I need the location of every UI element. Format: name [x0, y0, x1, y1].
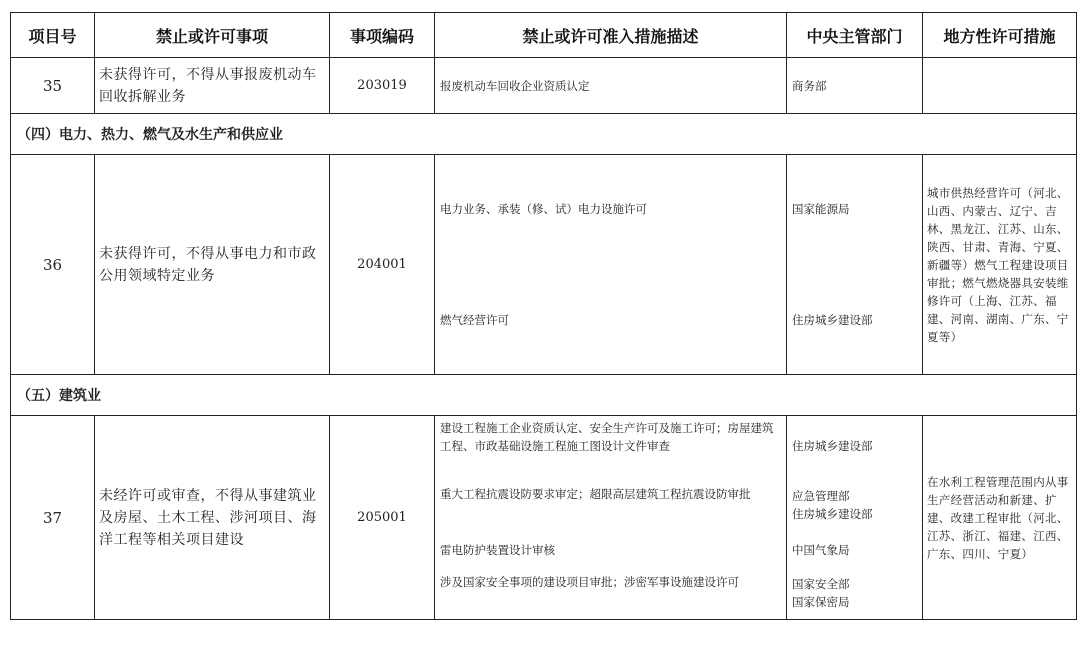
local-measure: 在水利工程管理范围内从事生产经营活动和新建、扩建、改建工程审批（河北、江苏、浙江、福建、江西、广东、四川、宁夏） [923, 416, 1077, 620]
dept-text: 应急管理部 [792, 488, 850, 503]
header-code: 事项编码 [330, 13, 435, 58]
measure-text: 燃气经营许可 [440, 312, 509, 327]
dept-text: 国家保密局 [792, 594, 850, 609]
header-item: 禁止或许可事项 [95, 13, 330, 58]
item-number: 36 [11, 155, 95, 375]
section-row [11, 114, 1077, 155]
measure-text: 涉及国家安全事项的建设项目审批；涉密军事设施建设许可 [440, 574, 739, 589]
measure-cell [435, 155, 787, 375]
header-measure: 禁止或许可准入措施描述 [435, 13, 787, 58]
table-row [11, 58, 1077, 114]
item-number: 37 [11, 416, 95, 620]
item-text: 未经许可或审查，不得从事建筑业及房屋、土木工程、涉河项目、海洋工程等相关项目建设 [95, 416, 330, 620]
item-text: 未获得许可，不得从事报废机动车回收拆解业务 [95, 58, 330, 114]
section-title: （四）电力、热力、燃气及水生产和供应业 [11, 114, 1077, 155]
header-item-number: 项目号 [11, 13, 95, 58]
permit-table [10, 12, 1077, 620]
item-number: 35 [11, 58, 95, 114]
item-code: 204001 [330, 155, 435, 375]
measure-text: 报废机动车回收企业资质认定 [435, 58, 787, 114]
header-dept: 中央主管部门 [787, 13, 923, 58]
dept-text: 国家能源局 [792, 201, 850, 216]
header-row [11, 13, 1077, 58]
local-measure [923, 58, 1077, 114]
section-row [11, 375, 1077, 416]
header-local: 地方性许可措施 [923, 13, 1077, 58]
measure-text: 重大工程抗震设防要求审定；超限高层建筑工程抗震设防审批 [440, 486, 751, 501]
dept-text: 住房城乡建设部 [792, 438, 873, 453]
item-code: 205001 [330, 416, 435, 620]
item-text: 未获得许可，不得从事电力和市政公用领域特定业务 [95, 155, 330, 375]
dept-text: 国家安全部 [792, 576, 850, 591]
local-measure: 城市供热经营许可（河北、山西、内蒙古、辽宁、吉林、黑龙江、江苏、山东、陕西、甘肃、青海、宁夏、新疆等）燃气工程建设项目审批；燃气燃烧器具安装维修许可（上海、江苏、福建、河南、湖南、广东、宁夏等） [923, 155, 1077, 375]
dept-text: 住房城乡建设部 [792, 506, 873, 521]
measure-text: 电力业务、承装（修、试）电力设施许可 [440, 201, 647, 216]
dept-text: 中国气象局 [792, 542, 850, 557]
item-code: 203019 [330, 58, 435, 114]
table-row [11, 155, 1077, 375]
table-row [11, 416, 1077, 620]
section-title: （五）建筑业 [11, 375, 1077, 416]
measure-cell [435, 416, 787, 620]
dept-cell [787, 416, 923, 620]
measure-text: 雷电防护装置设计审核 [440, 542, 555, 557]
dept-text: 住房城乡建设部 [792, 312, 873, 327]
dept-cell [787, 155, 923, 375]
measure-text: 建设工程施工企业资质认定、安全生产许可及施工许可；房屋建筑工程、市政基础设施工程施工图设计文件审查 [440, 420, 774, 453]
dept-text: 商务部 [787, 58, 923, 114]
